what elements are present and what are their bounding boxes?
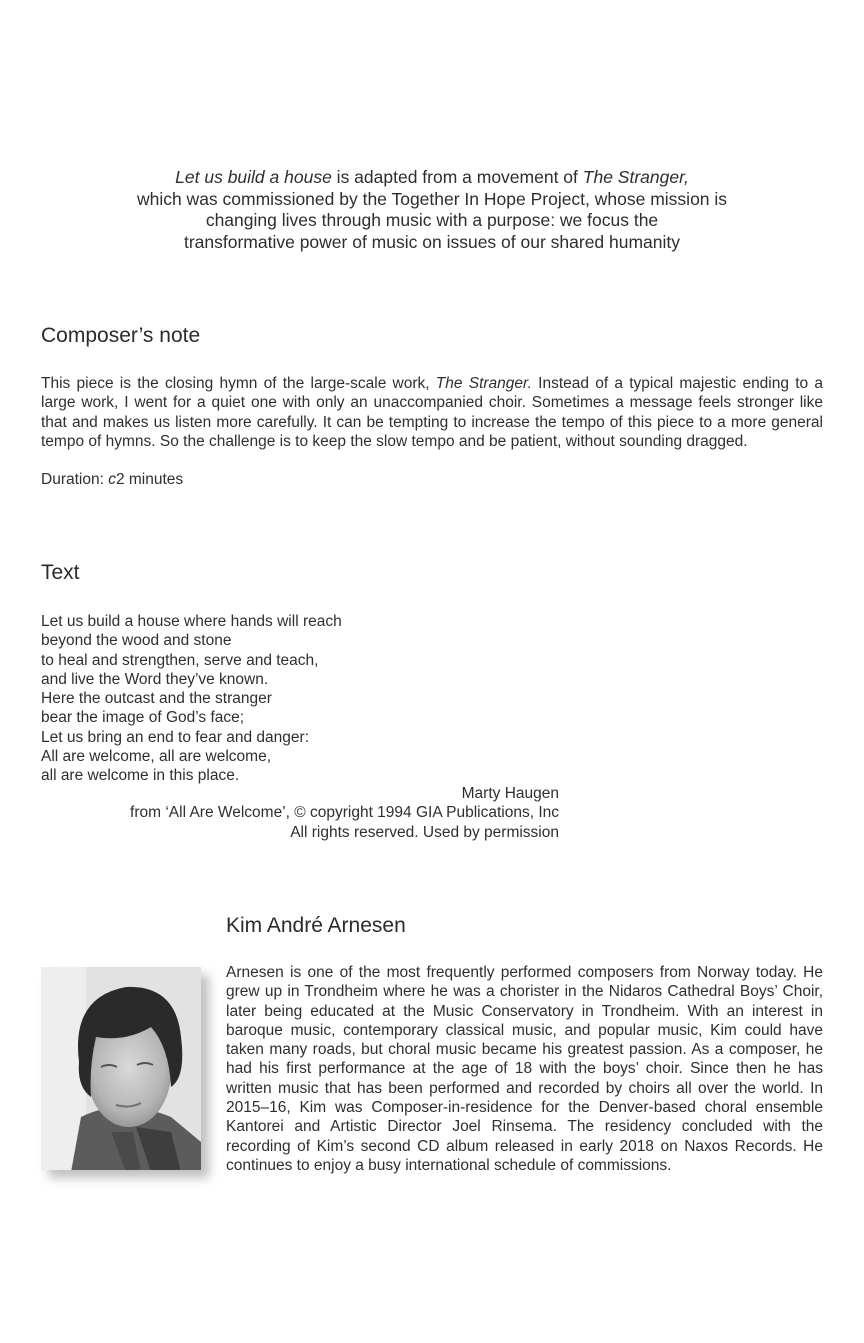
composers-note-work-italic: The Stranger. (435, 375, 532, 392)
intro-title-italic: Let us build a house (175, 167, 332, 187)
composer-portrait (41, 967, 201, 1170)
text-heading: Text (41, 561, 80, 584)
composers-note-heading: Composer’s note (41, 324, 201, 347)
bio-heading: Kim André Arnesen (226, 914, 406, 937)
poem-line: Here the outcast and the stranger (41, 690, 272, 708)
poem-line: bear the image of God’s face; (41, 709, 245, 727)
composers-note-text-end: Instead of a typical majestic ending to a large work, I went for a quiet one with only an unaccompanied choir. Sometimes a message feels stronger like that and makes us listen more carefully. It can be tempting to increase the tempo of this piece to a more general tempo of hymns. So the challenge is to keep the slow tempo and be patient, without sounding dragged. (41, 375, 823, 450)
poem-line: to heal and strengthen, serve and teach, (41, 651, 319, 669)
duration (41, 471, 183, 489)
text-source: from ‘All Are Welcome’, © copyright 1994 GIA Publications, Inc (130, 804, 559, 822)
poem-line: and live the Word they’ve known. (41, 670, 269, 688)
text-author: Marty Haugen (461, 785, 559, 802)
intro-line-4: transformative power of music on issues of our shared humanity (183, 231, 681, 252)
intro-line-1-text: is adapted from a movement of (331, 167, 583, 187)
composer-portrait-image (41, 967, 201, 1170)
intro-line-3: changing lives through music with a purpose: we focus the (205, 210, 659, 230)
poem-line: Let us bring an end to fear and danger: (41, 728, 310, 746)
bio-block (226, 963, 823, 1175)
intro-paragraph (60, 167, 804, 253)
poem-line: all are welcome in this place. (41, 767, 240, 785)
duration-circa: c (108, 471, 116, 488)
poem-text (41, 612, 342, 786)
poem-line: All are welcome, all are welcome, (41, 748, 272, 766)
composers-note-text-start: This piece is the closing hymn of the large-scale work, (41, 375, 436, 392)
intro-work-italic: The Stranger, (582, 167, 689, 187)
intro-line-2: which was commissioned by the Together In Hope Project, whose mission is (136, 188, 728, 209)
duration-label: Duration: (41, 471, 109, 488)
duration-value: 2 minutes (115, 471, 184, 488)
composers-note-text (41, 374, 823, 451)
poem-line: Let us build a house where hands will reach (41, 613, 342, 630)
bio-text: Arnesen is one of the most frequently performed composers from Norway today. He grew up in Trondheim where he was a chorister in the Nidaros Cathedral Boys’ Choir, later being educated at the Music Conservatory in Trondheim. With an interest in baroque music, contemporary classical music, and popular music, Kim could have taken many roads, but choral music became his greatest passion. As a composer, he had his first performance at the age of 18 with the boys’ choir. Since then he has written music that has been performed and recorded by choirs all over the world. In 2015–16, Kim was Composer-in-residence for the Denver-based choral ensemble Kantorei and Artistic Director Joel Rinsema. The residency concluded with the recording of Kim’s second CD album released in early 2018 on Naxos Records. He continues to enjoy a busy international schedule of commissions. (226, 964, 823, 1174)
text-rights: All rights reserved. Used by permission (290, 823, 559, 841)
text-credits (100, 784, 559, 842)
intro-line-1 (60, 167, 804, 189)
poem-line: beyond the wood and stone (41, 632, 232, 650)
